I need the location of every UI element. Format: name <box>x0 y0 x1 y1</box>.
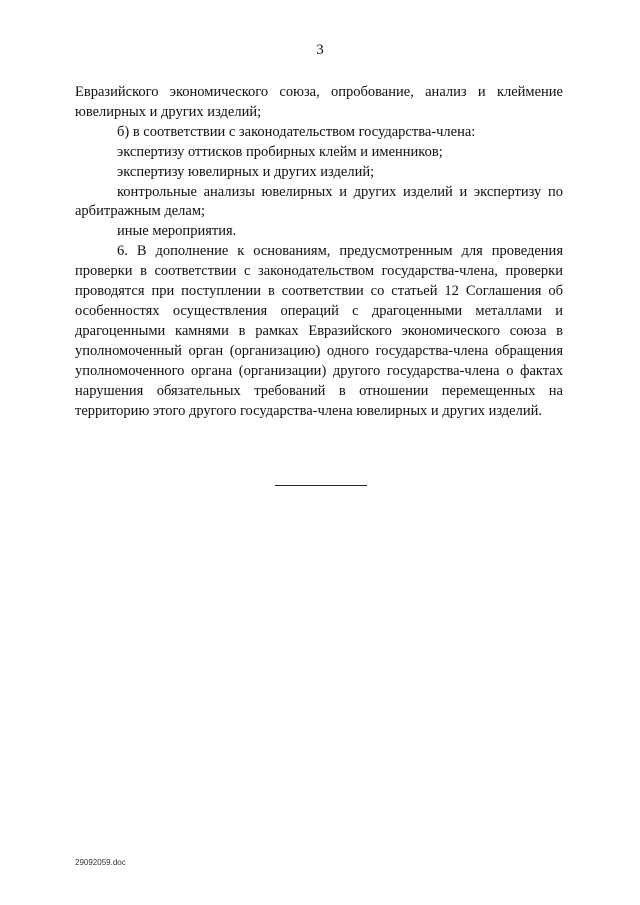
footer-filename: 29092059.doc <box>75 858 126 867</box>
paragraph-item-b: б) в соответствии с законодательством государства-члена: <box>117 123 476 140</box>
paragraph-continuation: Евразийского экономического союза, опробование, анализ и клеймение ювелирных и других изделий; <box>75 84 563 120</box>
paragraph-other-measures: иные мероприятия. <box>117 223 237 240</box>
document-body <box>75 83 563 421</box>
page-number: 3 <box>316 42 324 58</box>
paragraph-jewelry-expertise: экспертизу ювелирных и других изделий; <box>117 163 375 180</box>
paragraph-control-analysis: контрольные анализы ювелирных и других изделий и экспертизу по арбитражным делам; <box>75 183 563 220</box>
paragraph-item-6: 6. В дополнение к основаниям, предусмотренным для проведения проверки в соответствии с законодательством государства-члена, проверки проводятся при поступлении в соответствии со статьей 12 Соглашения об особенностях осуществления операций с драгоценными металлами и драгоценными камнями в рамках Евразийского экономического союза в уполномоченный орган (организацию) одного государства-члена обращения уполномоченного органа (организации) другого государства-члена о фактах нарушения обязательных требований в отношении перемещенных на территорию этого другого государства-члена ювелирных и других изделий. <box>75 243 563 419</box>
paragraph-imprint-expertise: экспертизу оттисков пробирных клейм и именников; <box>117 143 443 160</box>
end-divider <box>275 485 367 486</box>
